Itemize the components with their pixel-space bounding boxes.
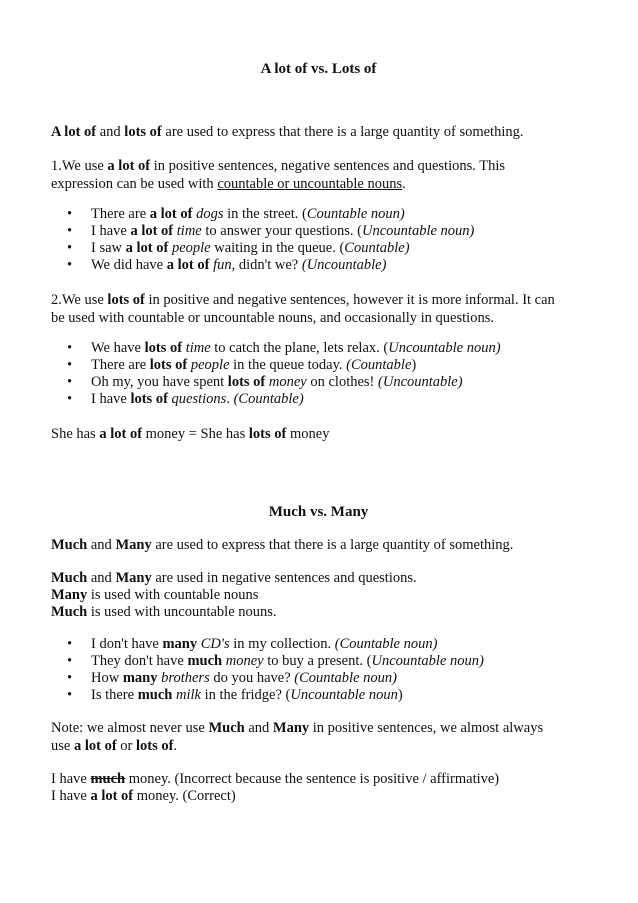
section2-intro: Much and Many are used to express that there is a large quantity of something.	[51, 537, 514, 553]
list-item: • There are lots of people in the queue today. (Countable)	[67, 357, 417, 373]
bullet-icon: •	[67, 257, 73, 273]
section1-title: A lot of vs. Lots of	[260, 61, 377, 77]
list-item: • They don't have much money to buy a present. (Uncountable noun)	[67, 653, 484, 669]
bullet-icon: •	[67, 340, 73, 356]
bullet-icon: •	[67, 374, 73, 390]
bullet-icon: •	[67, 391, 73, 407]
list-item: • Oh my, you have spent lots of money on clothes! (Uncountable)	[67, 374, 463, 390]
bullet-icon: •	[67, 357, 73, 373]
list-item: • We have lots of time to catch the plane, lets relax. (Uncountable noun)	[67, 340, 501, 356]
summary-line: She has a lot of money = She has lots of money	[51, 426, 330, 442]
rule1-line1: 1.We use a lot of in positive sentences, negative sentences and questions. This	[51, 158, 506, 174]
note-line1: Note: we almost never use Much and Many in positive sentences, we almost always	[51, 720, 544, 736]
list-item: • I have lots of questions. (Countable)	[67, 391, 304, 407]
underlined-term: countable or uncountable nouns	[217, 176, 403, 192]
rule2-line2: be used with countable or uncountable nouns, and occasionally in questions.	[51, 310, 494, 326]
bullet-icon: •	[67, 687, 73, 703]
rule2-line1: 2.We use lots of in positive and negative sentences, however it is more informal. It can	[51, 292, 555, 308]
bullet-icon: •	[67, 240, 73, 256]
list-item: • We did have a lot of fun, didn't we? (Uncountable)	[67, 257, 387, 273]
bullet-icon: •	[67, 670, 73, 686]
example-correct: I have a lot of money. (Correct)	[51, 788, 236, 804]
list-item: • Is there much milk in the fridge? (Uncountable noun)	[67, 687, 403, 703]
bullet-icon: •	[67, 223, 73, 239]
bullet-list-a-lot-of	[51, 206, 474, 274]
bullet-icon: •	[67, 636, 73, 652]
bullet-list-lots-of	[51, 340, 501, 408]
bullet-icon: •	[67, 206, 73, 222]
list-item: • I don't have many CD's in my collection. (Countable noun)	[67, 636, 438, 652]
list-item: • I saw a lot of people waiting in the queue. (Countable)	[67, 240, 410, 256]
list-item: • There are a lot of dogs in the street. (Countable noun)	[67, 206, 405, 222]
example-incorrect: I have much money. (Incorrect because the sentence is positive / affirmative)	[51, 771, 500, 787]
bullet-list-much-many	[51, 636, 484, 704]
note-line2: use a lot of or lots of.	[51, 738, 178, 754]
section2-rule-line: Much is used with uncountable nouns.	[51, 604, 277, 620]
section2-rule-line: Much and Many are used in negative sentences and questions.	[51, 570, 417, 586]
bullet-icon: •	[67, 653, 73, 669]
list-item: • How many brothers do you have? (Countable noun)	[67, 670, 397, 686]
rule1-line2: expression can be used with countable or uncountable nouns.	[51, 176, 406, 192]
section1-intro: A lot of and lots of are used to express that there is a large quantity of something.	[51, 124, 524, 140]
struck-word: much	[90, 771, 126, 787]
section2-title: Much vs. Many	[268, 504, 369, 520]
list-item: • I have a lot of time to answer your questions. (Uncountable noun)	[67, 223, 475, 239]
section2-rule-line: Many is used with countable nouns	[51, 587, 259, 603]
